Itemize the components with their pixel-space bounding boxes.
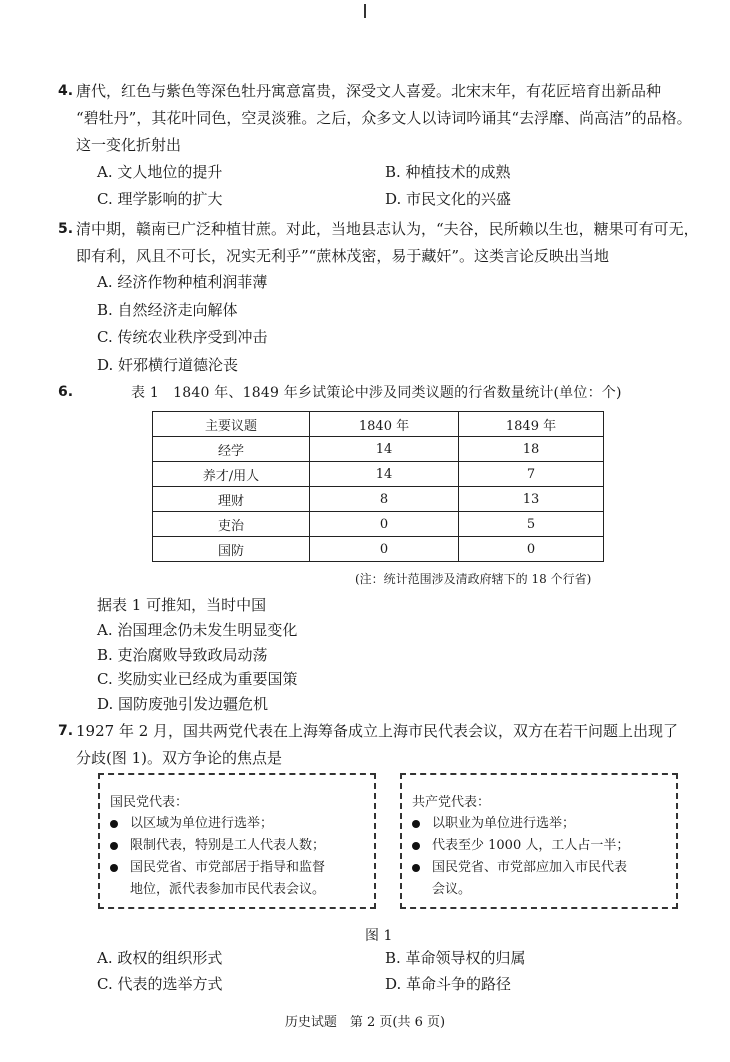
table-header-cell: 1849 年	[459, 412, 604, 437]
table-row	[153, 437, 604, 462]
table-cell: 13	[459, 487, 604, 512]
q6-option-a[interactable]: A. 治国理念仍未发生明显变化	[97, 621, 298, 639]
table-cell: 经学	[153, 437, 310, 462]
list-item-text	[432, 857, 627, 901]
stats-table	[152, 411, 604, 562]
q7-option-c[interactable]: C. 代表的选举方式	[97, 975, 223, 993]
q5-option-b[interactable]: B. 自然经济走向解体	[97, 301, 238, 319]
table-cell: 0	[310, 512, 459, 537]
table-cell: 8	[310, 487, 459, 512]
q4-option-b[interactable]: B. 种植技术的成熟	[385, 163, 511, 181]
table-note: (注：统计范围涉及清政府辖下的 18 个行省)	[355, 572, 592, 586]
page-footer: 历史试题 第 2 页(共 6 页)	[284, 1015, 446, 1030]
q6-option-d[interactable]: D. 国防废弛引发边疆危机	[97, 695, 269, 713]
table-cell: 理财	[153, 487, 310, 512]
question-stem-line: 1927 年 2 月，国共两党代表在上海筹备成立上海市民代表会议，双方在若干问题上出现了	[76, 722, 679, 740]
list-item	[412, 835, 629, 857]
table-row	[153, 537, 604, 562]
table-cell: 7	[459, 462, 604, 487]
table-cell: 5	[459, 512, 604, 537]
table-row	[153, 462, 604, 487]
list-item-text: 代表至少 1000 人，工人占一半；	[432, 838, 630, 853]
table-caption: 表 1 1840 年、1849 年乡试策论中涉及同类议题的行省数量统计(单位：个)	[131, 385, 622, 401]
bullet-icon	[412, 842, 420, 850]
list-item-text: 以区域为单位进行选举；	[130, 816, 274, 831]
question-stem-line: 唐代，红色与紫色等深色牡丹寓意富贵，深受文人喜爱。北宋末年，有花匠培育出新品种	[76, 82, 662, 100]
q5-option-a[interactable]: A. 经济作物种植利润菲薄	[97, 273, 268, 291]
question-4	[58, 78, 696, 159]
table-cell: 14	[310, 462, 459, 487]
table-cell: 养才/用人	[153, 462, 310, 487]
question-5	[58, 216, 699, 270]
table-cell: 0	[310, 537, 459, 562]
question-stem-line: 清中期，赣南已广泛种植甘蔗。对此，当地县志认为，“夫谷，民所赖以生也，糖果可有可无，	[76, 220, 699, 238]
q6-option-c[interactable]: C. 奖励实业已经成为重要国策	[97, 670, 298, 688]
list-item-line: 会议。	[432, 882, 472, 897]
box-title: 共产党代表：	[412, 795, 491, 810]
bullet-icon	[412, 864, 420, 872]
list-item-line: 国民党省、市党部居于指导和监督	[130, 860, 326, 875]
bullet-icon	[412, 820, 420, 828]
table-row	[153, 512, 604, 537]
bullet-icon	[110, 842, 118, 850]
table-cell: 0	[459, 537, 604, 562]
question-stem-line: “碧牡丹”，其花叶同色，空灵淡雅。之后，众多文人以诗词吟诵其“去浮靡、尚高洁”的品格。	[76, 109, 692, 127]
question-number: 6.	[58, 384, 74, 400]
list-item	[110, 857, 325, 901]
table-cell: 18	[459, 437, 604, 462]
table-cell: 14	[310, 437, 459, 462]
question-number: 7.	[58, 723, 74, 739]
list-item-line: 国民党省、市党部应加入市民代表	[432, 860, 628, 875]
question-number: 5.	[58, 221, 74, 237]
list-item-text	[130, 857, 325, 901]
q5-option-d[interactable]: D. 奸邪横行道德沦丧	[97, 356, 239, 374]
q7-option-a[interactable]: A. 政权的组织形式	[97, 949, 223, 967]
q4-option-d[interactable]: D. 市民文化的兴盛	[385, 190, 512, 208]
bullet-icon	[110, 864, 118, 872]
table-header-row	[153, 412, 604, 437]
q5-option-c[interactable]: C. 传统农业秩序受到冲击	[97, 328, 268, 346]
table-header-cell: 主要议题	[153, 412, 310, 437]
table-row	[153, 487, 604, 512]
list-item-text: 以职业为单位进行选举；	[432, 816, 576, 831]
q4-option-a[interactable]: A. 文人地位的提升	[97, 163, 223, 181]
kmt-position-box	[98, 773, 376, 909]
list-item-text: 限制代表，特别是工人代表人数；	[130, 838, 326, 853]
figure-label: 图 1	[365, 928, 393, 944]
q6-stem: 据表 1 可推知，当时中国	[97, 596, 267, 614]
list-item	[110, 813, 273, 835]
box-title: 国民党代表：	[110, 795, 189, 810]
list-item	[110, 835, 325, 857]
bullet-icon	[110, 820, 118, 828]
top-margin-mark	[364, 4, 366, 18]
list-item	[412, 857, 627, 901]
table-cell: 吏治	[153, 512, 310, 537]
q4-option-c[interactable]: C. 理学影响的扩大	[97, 190, 223, 208]
ccp-position-box	[400, 773, 678, 909]
q6-option-b[interactable]: B. 吏治腐败导致政局动荡	[97, 646, 268, 664]
list-item-line: 地位，派代表参加市民代表会议。	[130, 882, 326, 897]
list-item	[412, 813, 575, 835]
q7-option-d[interactable]: D. 革命斗争的路径	[385, 975, 512, 993]
table-cell: 国防	[153, 537, 310, 562]
q7-option-b[interactable]: B. 革命领导权的归属	[385, 949, 526, 967]
question-stem-line: 分歧(图 1)。双方争论的焦点是	[76, 749, 283, 767]
question-stem-line: 这一变化折射出	[76, 136, 182, 154]
question-7	[58, 718, 696, 772]
question-number: 4.	[58, 83, 74, 99]
table-header-cell: 1840 年	[310, 412, 459, 437]
question-stem-line: 即有利，风且不可长，况实无利乎”“蔗林茂密，易于藏奸”。这类言论反映出当地	[76, 247, 610, 265]
